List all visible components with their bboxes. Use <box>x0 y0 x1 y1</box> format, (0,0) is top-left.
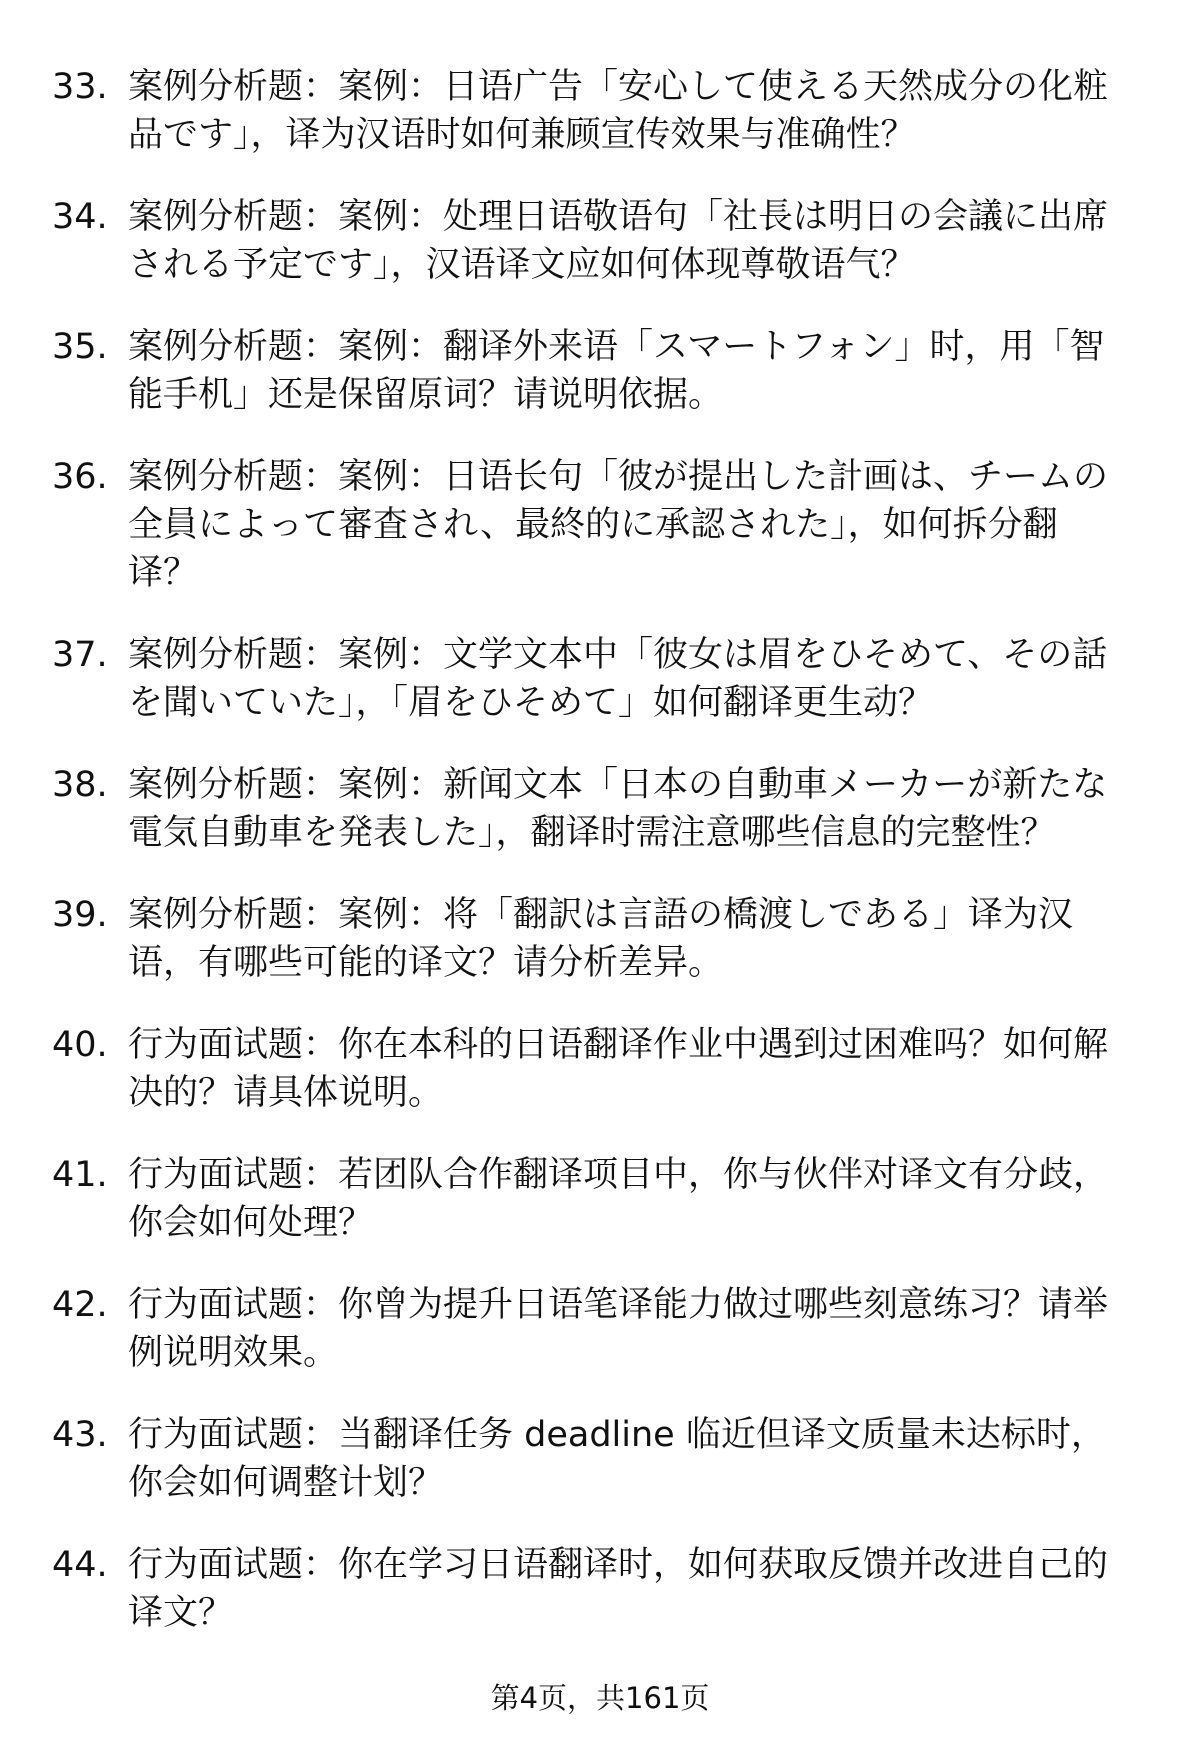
question-item <box>0 1281 1200 1377</box>
question-text-line: 决的？请具体说明。 <box>128 1073 444 1113</box>
question-text-line: 案例分析题：案例：新闻文本「日本の自動車メーカーが新たな <box>128 765 1108 805</box>
question-number: 39. <box>52 895 108 935</box>
question-text-line: 案例分析题：案例：日语长句「彼が提出した計画は、チームの <box>128 457 1109 497</box>
question-text-line: を聞いていた」，「眉をひそめて」如何翻译更生动？ <box>128 683 934 723</box>
question-text-line: 能手机」还是保留原词？请说明依据。 <box>128 375 724 415</box>
question-number: 41. <box>52 1155 108 1195</box>
question-number: 40. <box>52 1025 108 1065</box>
question-text-line: 行为面试题：当翻译任务 deadline 临近但译文质量未达标时， <box>128 1415 1106 1455</box>
question-text <box>128 761 1200 857</box>
question-text-line: 電気自動車を発表した」，翻译时需注意哪些信息的完整性？ <box>128 813 1056 853</box>
question-text <box>128 63 1200 159</box>
question-item <box>0 323 1200 419</box>
question-text <box>128 453 1200 597</box>
question-number: 33. <box>52 67 108 107</box>
question-number: 38. <box>52 765 108 805</box>
question-item <box>0 761 1200 857</box>
question-text-line: 译文？ <box>128 1593 234 1633</box>
question-text <box>128 323 1200 419</box>
question-text-line: 案例分析题：案例：日语广告「安心して使える天然成分の化粧 <box>128 67 1109 107</box>
question-text-line: 行为面试题：你在本科的日语翻译作业中遇到过困难吗？如何解 <box>128 1025 1109 1065</box>
question-item <box>0 1021 1200 1117</box>
question-number: 34. <box>52 197 108 237</box>
question-number: 44. <box>52 1545 108 1585</box>
question-text-line: 全員によって審査され、最終的に承認された」，如何拆分翻 <box>128 505 1058 545</box>
question-text-line: 译？ <box>128 553 199 593</box>
page-number: 第4页，共161页 <box>490 1681 710 1715</box>
question-text-line: 行为面试题：你曾为提升日语笔译能力做过哪些刻意练习？请举 <box>128 1285 1109 1325</box>
question-text <box>128 1151 1200 1247</box>
question-item <box>0 63 1200 159</box>
question-item <box>0 1411 1200 1507</box>
question-item <box>0 453 1200 597</box>
question-number: 43. <box>52 1415 108 1455</box>
question-text <box>128 1021 1200 1117</box>
question-text <box>128 631 1200 727</box>
question-item <box>0 631 1200 727</box>
question-text-line: される予定です」，汉语译文应如何体现尊敬语气？ <box>128 245 916 285</box>
question-text-line: 行为面试题：你在学习日语翻译时，如何获取反馈并改进自己的 <box>128 1545 1109 1585</box>
question-text-line: 品です」，译为汉语时如何兼顾宣传效果与准确性？ <box>128 115 916 155</box>
question-text-line: 语，有哪些可能的译文？请分析差异。 <box>128 943 724 983</box>
question-text-line: 你会如何处理？ <box>128 1203 374 1243</box>
question-number: 35. <box>52 327 108 367</box>
question-text <box>128 1541 1200 1637</box>
question-list <box>0 63 1200 1671</box>
question-text-line: 案例分析题：案例：翻译外来语「スマートフォン」时，用「智 <box>128 327 1105 367</box>
question-text <box>128 891 1200 987</box>
question-text-line: 案例分析题：案例：将「翻訳は言語の橋渡しである」译为汉 <box>128 895 1074 935</box>
question-item <box>0 891 1200 987</box>
question-number: 36. <box>52 457 108 497</box>
question-text-line: 案例分析题：案例：处理日语敬语句「社長は明日の会議に出席 <box>128 197 1109 237</box>
question-text-line: 你会如何调整计划？ <box>128 1463 444 1503</box>
question-number: 37. <box>52 635 108 675</box>
question-text-line: 例说明效果。 <box>128 1333 339 1373</box>
question-item <box>0 193 1200 289</box>
question-number: 42. <box>52 1285 108 1325</box>
question-item <box>0 1541 1200 1637</box>
question-text-line: 行为面试题：若团队合作翻译项目中，你与伙伴对译文有分歧， <box>128 1155 1109 1195</box>
question-text <box>128 193 1200 289</box>
question-text-line: 案例分析题：案例：文学文本中「彼女は眉をひそめて、その話 <box>128 635 1108 675</box>
question-text <box>128 1411 1200 1507</box>
question-item <box>0 1151 1200 1247</box>
question-text <box>128 1281 1200 1377</box>
